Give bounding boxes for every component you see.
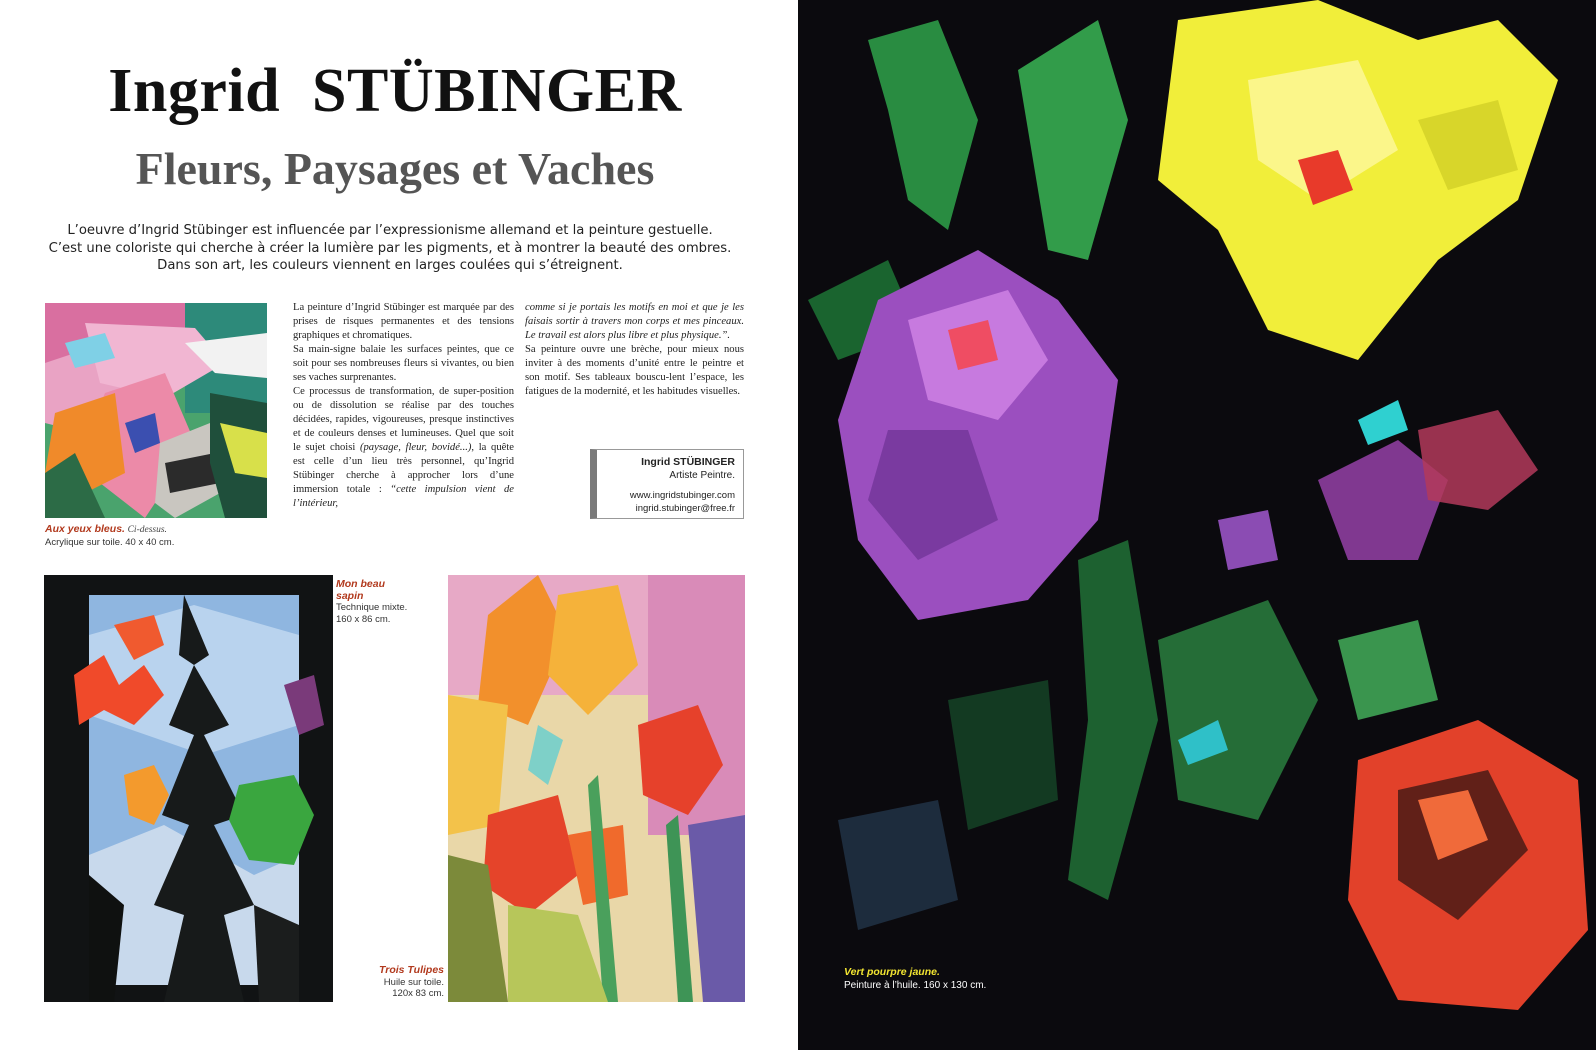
right-page [798,0,1596,1050]
cow-caption-note: Ci-dessus. [127,525,167,535]
cow-caption-title: Aux yeux bleus. [45,523,125,535]
intro-paragraph [40,222,740,275]
artist-name: Ingrid STÜBINGER [641,456,735,468]
tulipes-caption [360,965,444,1000]
article-text: , la quête est celle d’un lieu très personnel, qu’Ingrid Stübinger cherche à approcher lors d’une immersion totale : [293,442,514,495]
page-title: Ingrid STÜBINGER [108,57,682,125]
article-paragraph: Sa peinture ouvre une brèche, pour mieux nous inviter à des moments d’unité entre le peintre et son motif. Ses tableaux bouscu-lent l’espace, les fatigues de la modernité, et les habitudes visuelles. [525,344,744,397]
article-paragraph: La peinture d’Ingrid Stübinger est marquée par des prises de risques permanentes et des tensions graphiques et chromatiques. [293,302,514,341]
tulipes-caption-title: Trois Tulipes [379,964,444,976]
article-column-2 [525,301,744,399]
article-paragraph: Sa main-signe balaie les surfaces peintes, que ce soit pour ses nombreuses fleurs si vivantes, ou bien ses vaches surprenantes. [293,344,514,383]
bouquet-caption-detail: Peinture à l’huile. 160 x 130 cm. [844,980,987,991]
artist-email-link[interactable]: ingrid.stubinger@free.fr [635,502,735,514]
article-text: Ce processus de transformation, de super-position ou de dissolution se réalise par des touches décidées, rapides, vigoureuses, presque instinctives et de couleurs denses et lumineuses. Quel que soit le sujet choisi [293,386,514,453]
cow-painting-image [45,303,267,518]
cow-caption-detail: Acrylique sur toile. 40 x 40 cm. [45,536,175,548]
artist-contact-card [590,449,744,519]
sapin-caption-detail: 160 x 86 cm. [336,613,391,625]
article-paragraph [293,385,514,511]
bouquet-painting-image [798,0,1596,1050]
sapin-caption-title: sapin [336,589,364,602]
sapin-painting-image [44,575,333,1002]
artist-website-link[interactable]: www.ingridstubinger.com [629,490,735,501]
intro-line: C’est une coloriste qui cherche à créer la lumière par les pigments, et à montrer la beauté des ombres. [48,240,732,256]
intro-line: Dans son art, les couleurs viennent en larges coulées qui s’étreignent. [157,258,623,273]
bouquet-caption [844,966,986,992]
article-quote-start: “cette impulsion vient de l’intérieur, [293,484,514,509]
bouquet-caption-title: Vert pourpre jaune. [844,966,940,978]
page-subtitle: Fleurs, Paysages et Vaches [135,143,655,194]
article-column-1 [293,301,514,511]
sapin-caption [336,579,426,625]
article-text-italic: (paysage, fleur, bovidé...) [359,442,472,453]
sapin-caption-title: Mon beau [336,578,385,590]
tulipes-caption-detail: Huile sur toile. [383,976,444,988]
tulipes-caption-detail: 120x 83 cm. [392,988,444,999]
tulipes-painting-image [448,575,745,1002]
intro-line: L’oeuvre d’Ingrid Stübinger est influencée par l’expressionisme allemand et la peinture gestuelle. [67,223,713,238]
sapin-caption-detail: Technique mixte. [336,602,408,613]
artist-role: Artiste Peintre. [669,470,735,481]
article-quote: comme si je portais les motifs en moi et que je les faisais sortir à travers mon corps et mes pinceaux. Le travail est alors plus libre et plus physique.”. [525,302,744,341]
cow-caption [45,524,265,548]
